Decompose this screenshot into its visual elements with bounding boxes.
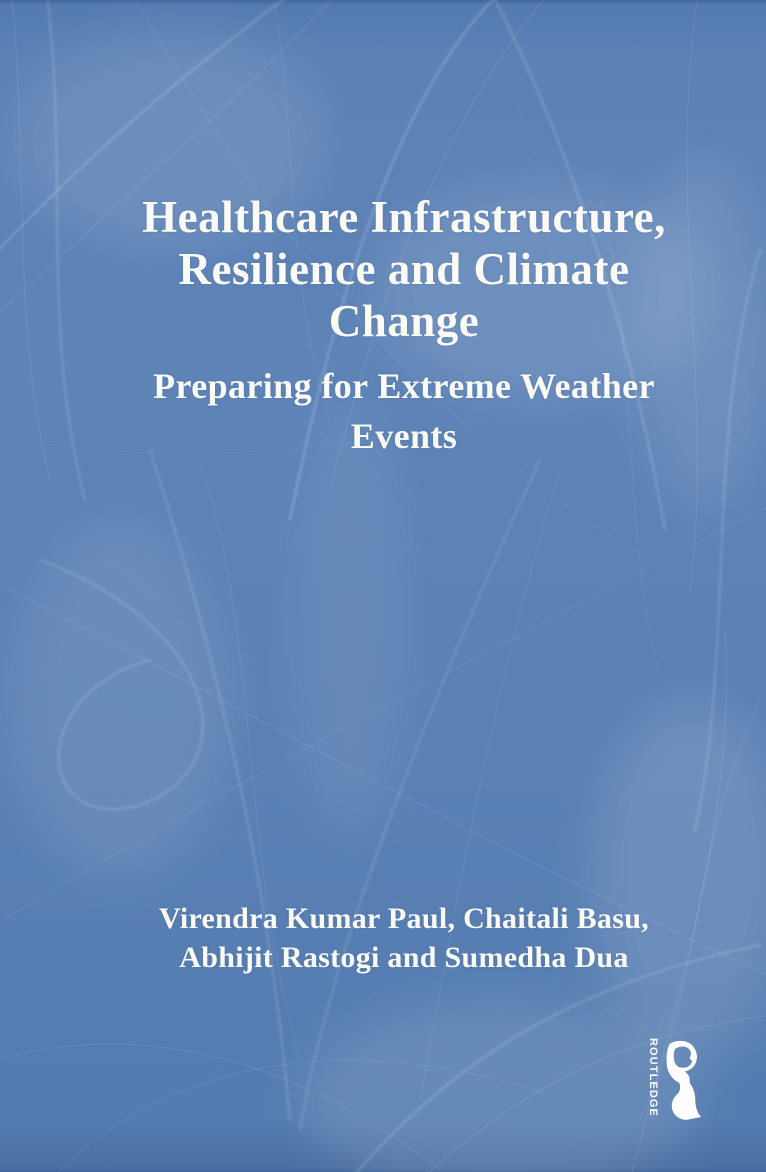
title-line-1: Healthcare Infrastructure, [142,192,666,242]
book-subtitle [42,361,766,461]
book-title [42,191,766,347]
routledge-r-face-profile-icon [663,1038,701,1122]
routledge-wordmark: ROUTLEDGE [647,1037,659,1117]
routledge-logo [646,1037,701,1122]
book-authors [42,899,766,977]
title-line-2: Resilience and Climate [178,244,630,294]
title-line-3: Change [328,296,480,346]
authors-line-1: Virendra Kumar Paul, Chaitali Basu, [158,902,649,935]
authors-line-2: Abhijit Rastogi and Sumedha Dua [179,941,629,974]
subtitle-line-2: Events [350,416,458,456]
subtitle-line-1: Preparing for Extreme Weather [153,366,655,406]
